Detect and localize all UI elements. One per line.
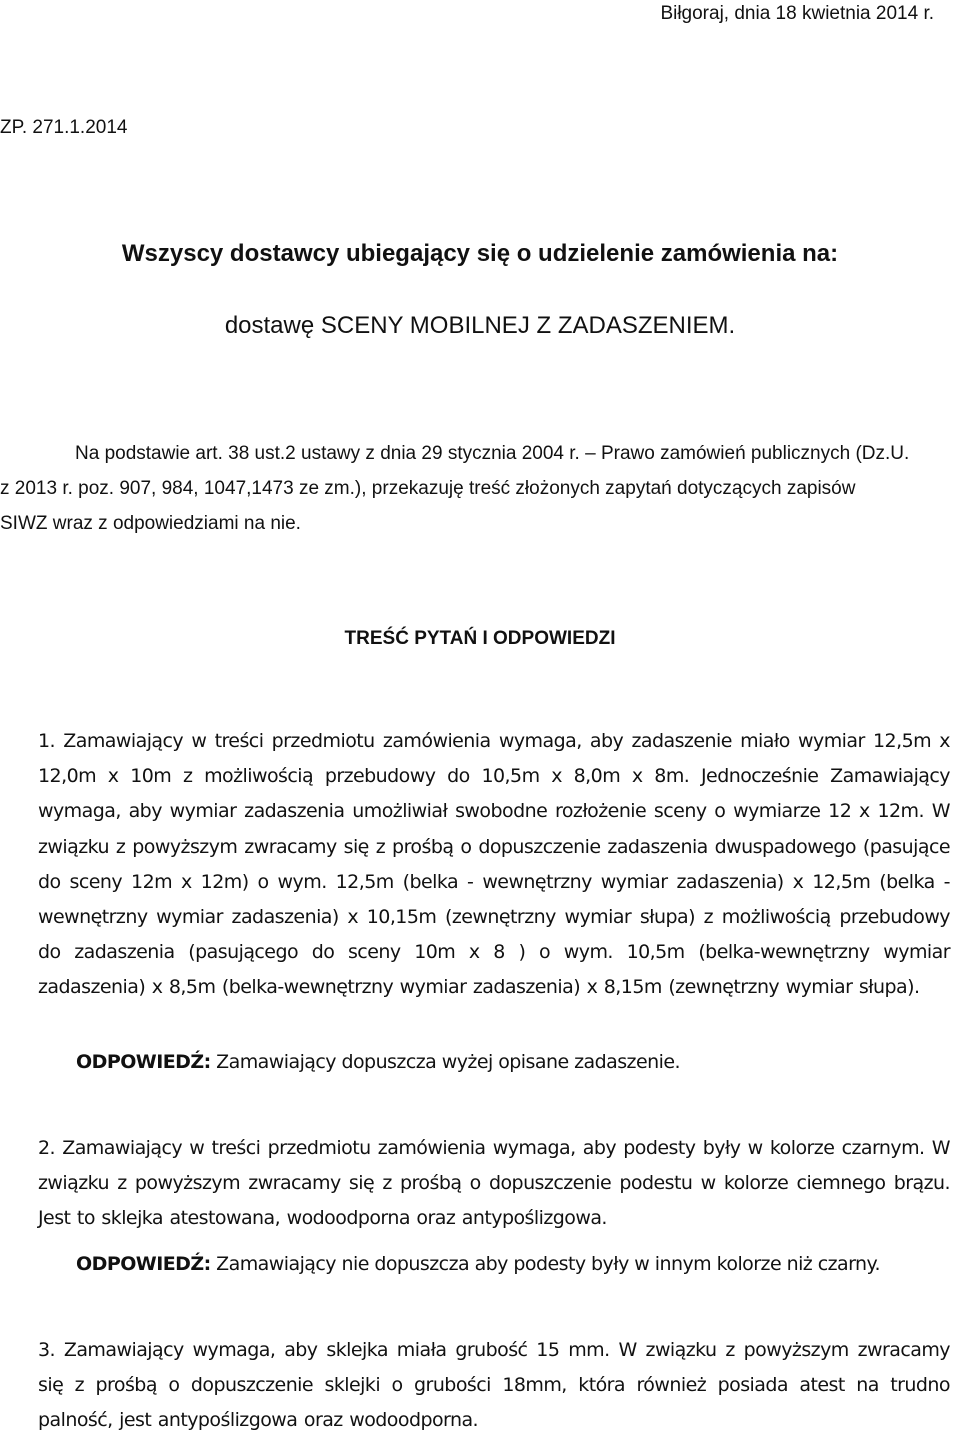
section-title: TREŚĆ PYTAŃ I ODPOWIEDZI (344, 628, 616, 649)
place-date: Biłgoraj, dnia 18 kwietnia 2014 r. (660, 3, 934, 24)
question-1: 1. Zamawiający w treści przedmiotu zamówienia wymaga, aby zadaszenie miało wymiar 12,5m x 12,0m x 10m z możliwością przebudowy do 10,5m x 8,0m x 8m. Jednocześnie Zamawiający wymaga, aby wymiar zadaszenia umożliwiał swobodne rozłożenie sceny o wymiarze 12 x 12m. W związku z powyższym zwracamy się z prośbą o dopuszczenie zadaszenia dwuspadowego (pasujące do sceny 12m x 12m) o wym. 12,5m (belka - wewnętrzny wymiar zadaszenia) x 12,5m (belka - wewnętrzny wymiar zadaszenia) x 10,15m (zewnętrzny wymiar słupa) z możliwością przebudowy do zadaszenia (pasującego do sceny 10m x 8 ) o wym. 10,5m (belka-wewnętrzny wymiar zadaszenia) x 8,5m (belka-wewnętrzny wymiar zadaszenia) x 8,15m (zewnętrzny wymiar słupa). (38, 730, 950, 999)
answer-1 (76, 1045, 956, 1080)
answer-label: ODPOWIEDŹ: (76, 1253, 211, 1275)
answer-text: Zamawiający dopuszcza wyżej opisane zadaszenie. (210, 1051, 680, 1073)
recipient-heading: Wszyscy dostawcy ubiegający się o udzielenie zamówienia na: (121, 240, 839, 267)
reference-number: ZP. 271.1.2014 (0, 117, 128, 138)
question-3: 3. Zamawiający wymaga, aby sklejka miała grubość 15 mm. W związku z powyższym zwracamy się z prośbą o dopuszczenie sklejki o grubości 18mm, która również posiada atest na trudno palność, jest antypoślizgowa oraz wodoodporna. (38, 1339, 950, 1432)
answer-text: Zamawiający nie dopuszcza aby podesty były w innym kolorze niż czarny. (210, 1253, 881, 1275)
intro-line: z 2013 r. poz. 907, 984, 1047,1473 ze zm.), przekazuję treść złożonych zapytań dotyczących zapisów (0, 478, 856, 499)
intro-line: Na podstawie art. 38 ust.2 ustawy z dnia 29 stycznia 2004 r. – Prawo zamówień publicznych (Dz.U. (75, 443, 910, 464)
answer-label: ODPOWIEDŹ: (76, 1051, 211, 1073)
answer-2 (76, 1247, 956, 1282)
intro-paragraph (0, 436, 952, 541)
question-2: 2. Zamawiający w treści przedmiotu zamówienia wymaga, aby podesty były w kolorze czarnym. W związku z powyższym zwracamy się z prośbą o dopuszczenie podestu w kolorze ciemnego brązu. Jest to sklejka atestowana, wodoodporna oraz antypoślizgowa. (38, 1137, 950, 1230)
subject-heading: dostawę SCENY MOBILNEJ Z ZADASZENIEM. (224, 312, 736, 339)
intro-line: SIWZ wraz z odpowiedziami na nie. (0, 513, 301, 534)
